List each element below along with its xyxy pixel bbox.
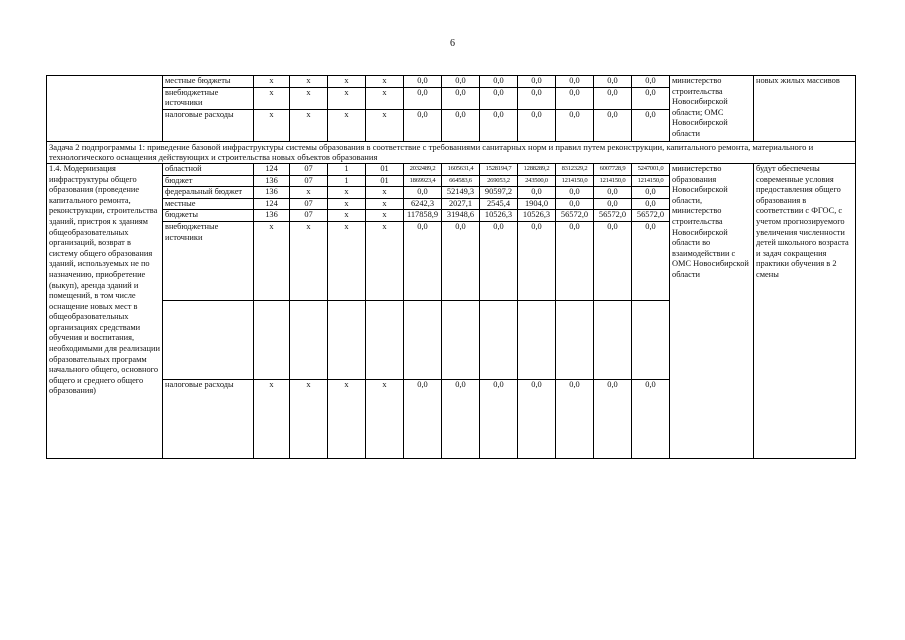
code-cell: x (254, 87, 290, 109)
value-cell: 0,0 (442, 87, 480, 109)
source-cell: внебюджетные источники (163, 221, 254, 300)
value-cell: 0,0 (594, 221, 632, 300)
value-cell: 0,0 (518, 187, 556, 199)
code-cell: x (328, 87, 366, 109)
value-cell: 0,0 (632, 76, 670, 88)
code-cell: 1 (328, 163, 366, 175)
value-cell: 10526,3 (518, 210, 556, 222)
value-cell: 0,0 (594, 187, 632, 199)
value-cell: 0,0 (480, 379, 518, 458)
value-cell: 2545,4 (480, 198, 518, 210)
value-cell: 1904,0 (518, 198, 556, 210)
value-cell: 0,0 (632, 187, 670, 199)
source-cell: федеральный бюджет (163, 187, 254, 199)
value-cell: 0,0 (480, 76, 518, 88)
code-cell: x (366, 221, 404, 300)
code-cell: x (366, 210, 404, 222)
code-cell: 07 (290, 175, 328, 187)
value-cell: 0,0 (594, 87, 632, 109)
value-cell: 31948,6 (442, 210, 480, 222)
value-cell: 56572,0 (632, 210, 670, 222)
code-cell: 01 (366, 175, 404, 187)
code-cell: x (254, 221, 290, 300)
source-cell: внебюджетные источники (163, 87, 254, 109)
value-cell: 0,0 (556, 198, 594, 210)
code-cell: 136 (254, 175, 290, 187)
value-cell: 0,0 (556, 76, 594, 88)
value-cell: 0,0 (556, 379, 594, 458)
code-cell: x (254, 109, 290, 141)
code-cell: x (328, 379, 366, 458)
value-cell: 0,0 (518, 76, 556, 88)
value-cell: 0,0 (556, 187, 594, 199)
spacer-cell (404, 300, 442, 379)
result-cell: новых жилых массивов (754, 76, 856, 142)
spacer-cell (518, 300, 556, 379)
source-cell: налоговые расходы (163, 109, 254, 141)
value-cell: 0,0 (556, 221, 594, 300)
code-cell: 136 (254, 187, 290, 199)
value-cell: 0,0 (632, 109, 670, 141)
value-cell: 56572,0 (594, 210, 632, 222)
code-cell: x (290, 221, 328, 300)
code-cell: 124 (254, 163, 290, 175)
code-cell: x (366, 76, 404, 88)
spacer-cell (632, 300, 670, 379)
spacer-cell (594, 300, 632, 379)
code-cell: x (290, 76, 328, 88)
value-cell: 269053,2 (480, 175, 518, 187)
code-cell: x (328, 109, 366, 141)
value-cell: 0,0 (594, 76, 632, 88)
code-cell: x (328, 76, 366, 88)
value-cell: 0,0 (594, 198, 632, 210)
value-cell: 0,0 (632, 221, 670, 300)
source-cell: областной (163, 163, 254, 175)
code-cell: x (290, 109, 328, 141)
table-row (47, 76, 856, 88)
value-cell: 0,0 (518, 221, 556, 300)
value-cell: 0,0 (594, 379, 632, 458)
code-cell: 1 (328, 175, 366, 187)
value-cell: 0,0 (404, 187, 442, 199)
code-cell: 07 (290, 210, 328, 222)
program-table (46, 75, 856, 459)
code-cell: x (366, 87, 404, 109)
code-cell: x (366, 109, 404, 141)
value-cell: 0,0 (442, 221, 480, 300)
value-cell: 52149,3 (442, 187, 480, 199)
code-cell: 136 (254, 210, 290, 222)
value-cell: 0,0 (480, 109, 518, 141)
spacer-cell (556, 300, 594, 379)
value-cell: 0,0 (480, 221, 518, 300)
page-number: 6 (450, 38, 455, 49)
spacer-cell (328, 300, 366, 379)
value-cell: 0,0 (632, 87, 670, 109)
value-cell: 1214150,0 (556, 175, 594, 187)
executor-cell: министерство строительства Новосибирской области; ОМС Новосибирской области (670, 76, 754, 142)
value-cell: 6007728,9 (594, 163, 632, 175)
code-cell: x (290, 187, 328, 199)
empty-event-cell (47, 76, 163, 142)
value-cell: 1528194,7 (480, 163, 518, 175)
value-cell: 0,0 (632, 379, 670, 458)
code-cell: x (328, 221, 366, 300)
value-cell: 0,0 (442, 76, 480, 88)
top-section (47, 76, 856, 164)
spacer-cell (290, 300, 328, 379)
source-cell: местные (163, 198, 254, 210)
code-cell: 07 (290, 198, 328, 210)
value-cell: 0,0 (404, 109, 442, 141)
code-cell: x (328, 198, 366, 210)
value-cell: 0,0 (404, 221, 442, 300)
value-cell: 0,0 (518, 379, 556, 458)
value-cell: 6242,3 (404, 198, 442, 210)
value-cell: 117858,9 (404, 210, 442, 222)
value-cell: 0,0 (404, 87, 442, 109)
value-cell: 0,0 (556, 109, 594, 141)
code-cell: x (366, 198, 404, 210)
source-cell: бюджет (163, 175, 254, 187)
code-cell: 07 (290, 163, 328, 175)
spacer-cell (366, 300, 404, 379)
table-row (47, 163, 856, 175)
event-name-cell: 1.4. Модернизация инфраструктуры общего образования (проведение капитального ремонта, реконструкции, строительства зданий, пристроя к зданиям общеобразовательных организаций, возврат в систему общего образования зданий, используемых не по назначению, приобретение (выкуп), аренда зданий и помещений, в том числе оснащение новых мест в общеобразовательных организациях средствами обучения и воспитания, необходимыми для реализации образовательных программ начального общего, основного общего и среднего общего образования) (47, 163, 163, 458)
task-heading: Задача 2 подпрограммы 1: приведение базовой инфраструктуры системы образования в соответствие с требованиями санитарных норм и правил путем реконструкции, капитального ремонта, материального и технологического оснащения действующих и строительства новых объектов образования (47, 141, 856, 163)
event-section (47, 163, 856, 458)
value-cell: 5247001,0 (632, 163, 670, 175)
value-cell: 1214150,0 (632, 175, 670, 187)
value-cell: 0,0 (442, 109, 480, 141)
value-cell: 8312329,2 (556, 163, 594, 175)
spacer-cell (480, 300, 518, 379)
value-cell: 90597,2 (480, 187, 518, 199)
value-cell: 56572,0 (556, 210, 594, 222)
value-cell: 1605631,4 (442, 163, 480, 175)
value-cell: 0,0 (556, 87, 594, 109)
code-cell: x (328, 210, 366, 222)
value-cell: 0,0 (518, 109, 556, 141)
executor-cell: министерство образования Новосибирской области, министерство строительства Новосибирской области во взаимодействии с ОМС Новосибирской области (670, 163, 754, 458)
code-cell: x (290, 87, 328, 109)
code-cell: x (328, 187, 366, 199)
code-cell: x (290, 379, 328, 458)
value-cell: 10526,3 (480, 210, 518, 222)
task-row (47, 141, 856, 163)
source-cell: налоговые расходы (163, 379, 254, 458)
value-cell: 1869923,4 (404, 175, 442, 187)
source-cell: бюджеты (163, 210, 254, 222)
spacer-cell (163, 300, 254, 379)
value-cell: 1214150,0 (594, 175, 632, 187)
code-cell: 01 (366, 163, 404, 175)
value-cell: 1288289,2 (518, 163, 556, 175)
value-cell: 664583,6 (442, 175, 480, 187)
value-cell: 0,0 (404, 379, 442, 458)
result-cell: будут обеспечены современные условия предоставления общего образования в соответствии с ФГОС, с учетом прогнозируемого увеличения численности детей школьного возраста и задач сокращения практики обучения в 2 смены (754, 163, 856, 458)
code-cell: x (254, 379, 290, 458)
code-cell: x (366, 379, 404, 458)
value-cell: 0,0 (518, 87, 556, 109)
value-cell: 0,0 (594, 109, 632, 141)
spacer-cell (442, 300, 480, 379)
value-cell: 2027,1 (442, 198, 480, 210)
spacer-cell (254, 300, 290, 379)
value-cell: 0,0 (632, 198, 670, 210)
code-cell: x (366, 187, 404, 199)
value-cell: 2032489,2 (404, 163, 442, 175)
value-cell: 0,0 (480, 87, 518, 109)
value-cell: 0,0 (442, 379, 480, 458)
value-cell: 243500,0 (518, 175, 556, 187)
code-cell: 124 (254, 198, 290, 210)
code-cell: x (254, 76, 290, 88)
value-cell: 0,0 (404, 76, 442, 88)
source-cell: местные бюджеты (163, 76, 254, 88)
